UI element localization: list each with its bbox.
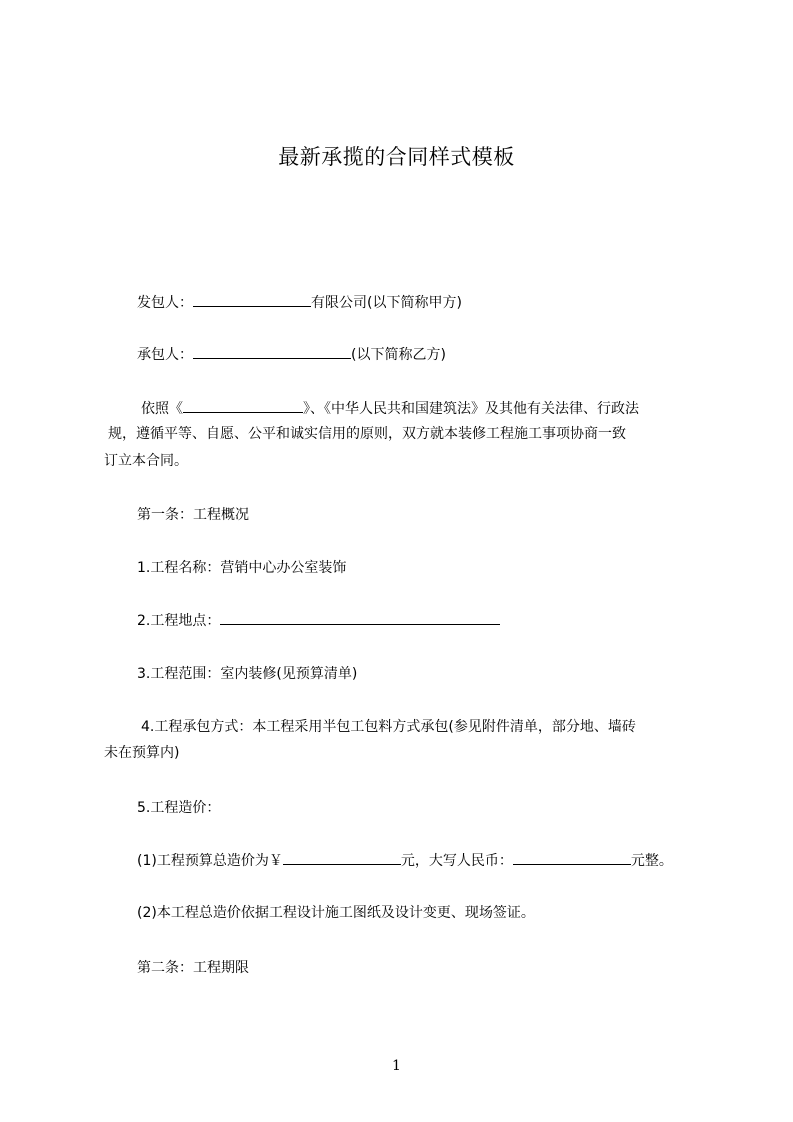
item-5-project-cost: 5.工程造价： — [137, 800, 221, 816]
item-1-project-name: 1.工程名称：营销中心办公室装饰 — [137, 560, 347, 576]
sub-item-1-budget — [137, 850, 673, 871]
item-4-line-1: 4.工程承包方式：本工程采用半包工包料方式承包(参见附件清单，部分地、墙砖 — [141, 719, 636, 735]
contractor-suffix: (以下简称乙方) — [351, 347, 446, 363]
contractor-name-blank — [193, 344, 351, 359]
basis-line-2: 规，遵循平等、自愿、公平和诚实信用的原则，双方就本装修工程施工事项协商一致 — [108, 426, 626, 442]
basis-law-blank — [183, 398, 303, 413]
budget-prefix: (1)工程预算总造价为￥ — [137, 853, 283, 869]
item-2-project-location — [137, 610, 500, 631]
item-2-label: 2.工程地点： — [137, 613, 221, 629]
sub-item-2-basis: (2)本工程总造价依据工程设计施工图纸及设计变更、现场签证。 — [137, 905, 535, 921]
client-label: 发包人： — [137, 295, 193, 311]
item-3-project-scope: 3.工程范围：室内装修(见预算清单) — [137, 666, 358, 682]
article-1-heading: 第一条：工程概况 — [137, 507, 249, 523]
document-title: 最新承揽的合同样式模板 — [278, 145, 515, 169]
basis-prefix: 依照《 — [141, 401, 183, 417]
project-location-blank — [220, 610, 500, 625]
budget-suffix: 元整。 — [630, 853, 673, 869]
basis-line-1 — [141, 398, 639, 419]
item-4-line-2: 未在预算内) — [104, 745, 180, 761]
basis-line-3: 订立本合同。 — [104, 453, 188, 469]
budget-middle: 元，大写人民币： — [400, 853, 513, 869]
budget-amount-blank — [283, 850, 401, 865]
client-suffix: 有限公司(以下简称甲方) — [311, 295, 462, 311]
basis-suffix: 》、《中华人民共和国建筑法》及其他有关法律、行政法 — [303, 401, 639, 417]
client-line — [137, 292, 462, 313]
contractor-label: 承包人： — [137, 347, 193, 363]
contractor-line — [137, 344, 446, 365]
article-2-heading: 第二条：工程期限 — [137, 960, 249, 976]
page-number: 1 — [392, 1058, 401, 1074]
budget-amount-words-blank — [513, 850, 631, 865]
client-name-blank — [193, 292, 311, 307]
